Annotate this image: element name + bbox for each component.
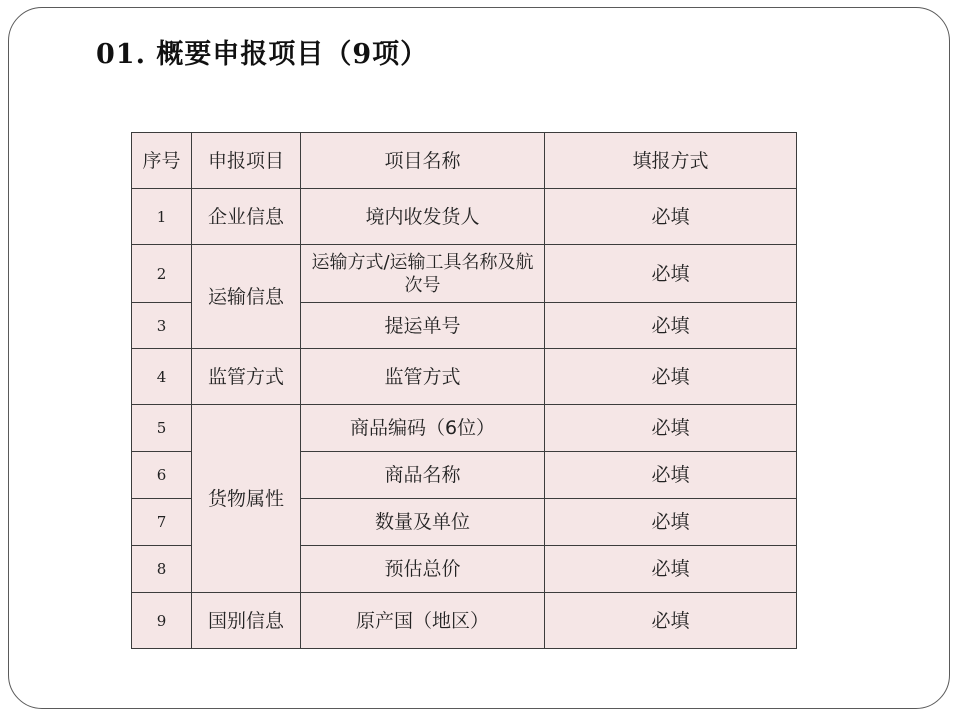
header-fill-method: 填报方式: [545, 133, 797, 189]
row-index: 3: [132, 303, 192, 349]
header-item-name: 项目名称: [301, 133, 545, 189]
row-fill-method: 必填: [545, 189, 797, 245]
table-row: [132, 405, 797, 452]
row-item-name: 商品名称: [301, 452, 545, 499]
row-item-name: 提运单号: [301, 303, 545, 349]
table-header-row: [132, 133, 797, 189]
row-fill-method: 必填: [545, 349, 797, 405]
table-row: [132, 189, 797, 245]
row-index: 6: [132, 452, 192, 499]
row-index: 9: [132, 593, 192, 649]
row-fill-method: 必填: [545, 499, 797, 546]
row-fill-method: 必填: [545, 593, 797, 649]
row-fill-method: 必填: [545, 452, 797, 499]
row-category: 货物属性: [192, 405, 301, 593]
row-item-name: 运输方式/运输工具名称及航次号: [301, 245, 545, 303]
row-index: 2: [132, 245, 192, 303]
table-row: [132, 349, 797, 405]
row-item-name: 监管方式: [301, 349, 545, 405]
header-category: 申报项目: [192, 133, 301, 189]
row-index: 7: [132, 499, 192, 546]
row-index: 5: [132, 405, 192, 452]
row-item-name: 原产国（地区）: [301, 593, 545, 649]
table-row: [132, 245, 797, 303]
row-category: 国别信息: [192, 593, 301, 649]
row-fill-method: 必填: [545, 303, 797, 349]
row-index: 8: [132, 546, 192, 593]
slide-title: 01. 概要申报项目（9项）: [96, 39, 429, 70]
row-category: 运输信息: [192, 245, 301, 349]
row-index: 4: [132, 349, 192, 405]
row-item-name: 数量及单位: [301, 499, 545, 546]
table-row: [132, 593, 797, 649]
row-fill-method: 必填: [545, 546, 797, 593]
row-category: 企业信息: [192, 189, 301, 245]
row-category: 监管方式: [192, 349, 301, 405]
header-index: 序号: [132, 133, 192, 189]
row-item-name: 商品编码（6位）: [301, 405, 545, 452]
declaration-items-table: [131, 132, 797, 649]
row-item-name: 境内收发货人: [301, 189, 545, 245]
row-fill-method: 必填: [545, 245, 797, 303]
row-item-name: 预估总价: [301, 546, 545, 593]
row-fill-method: 必填: [545, 405, 797, 452]
row-index: 1: [132, 189, 192, 245]
